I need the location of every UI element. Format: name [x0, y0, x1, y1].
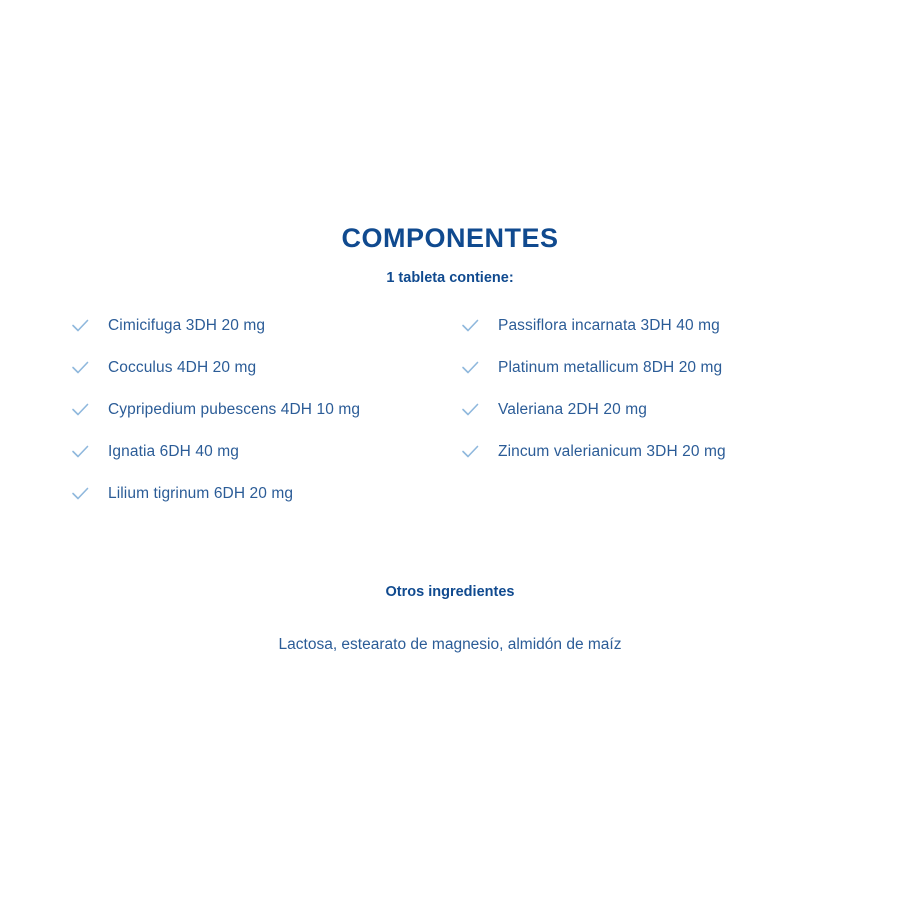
dosage-subtitle: 1 tableta contiene:: [386, 270, 514, 286]
component-label: Cypripedium pubescens 4DH 10 mg: [108, 401, 361, 418]
check-icon: [460, 400, 480, 420]
components-column-left: [70, 305, 460, 515]
check-icon: [70, 316, 90, 336]
list-item: [460, 347, 850, 389]
check-icon: [70, 400, 90, 420]
component-label: Cocculus 4DH 20 mg: [108, 359, 257, 376]
check-icon: [70, 442, 90, 462]
list-item: [70, 389, 460, 431]
components-column-right: [460, 305, 850, 515]
check-icon: [460, 358, 480, 378]
list-item: [70, 347, 460, 389]
component-label: Zincum valerianicum 3DH 20 mg: [498, 443, 726, 460]
list-item: [460, 431, 850, 473]
component-label: Cimicifuga 3DH 20 mg: [108, 317, 266, 334]
component-label: Lilium tigrinum 6DH 20 mg: [108, 485, 294, 502]
check-icon: [70, 484, 90, 504]
other-ingredients-text: Lactosa, estearato de magnesio, almidón de maíz: [278, 636, 622, 653]
list-item: [70, 305, 460, 347]
list-item: [70, 473, 460, 515]
list-item: [460, 389, 850, 431]
component-label: Passiflora incarnata 3DH 40 mg: [498, 317, 720, 334]
check-icon: [70, 358, 90, 378]
page-title: COMPONENTES: [341, 223, 559, 254]
other-ingredients-title: Otros ingredientes: [385, 584, 515, 600]
components-columns: [70, 305, 850, 515]
component-label: Platinum metallicum 8DH 20 mg: [498, 359, 723, 376]
check-icon: [460, 316, 480, 336]
component-label: Valeriana 2DH 20 mg: [498, 401, 647, 418]
check-icon: [460, 442, 480, 462]
list-item: [70, 431, 460, 473]
list-item: [460, 305, 850, 347]
component-label: Ignatia 6DH 40 mg: [108, 443, 239, 460]
